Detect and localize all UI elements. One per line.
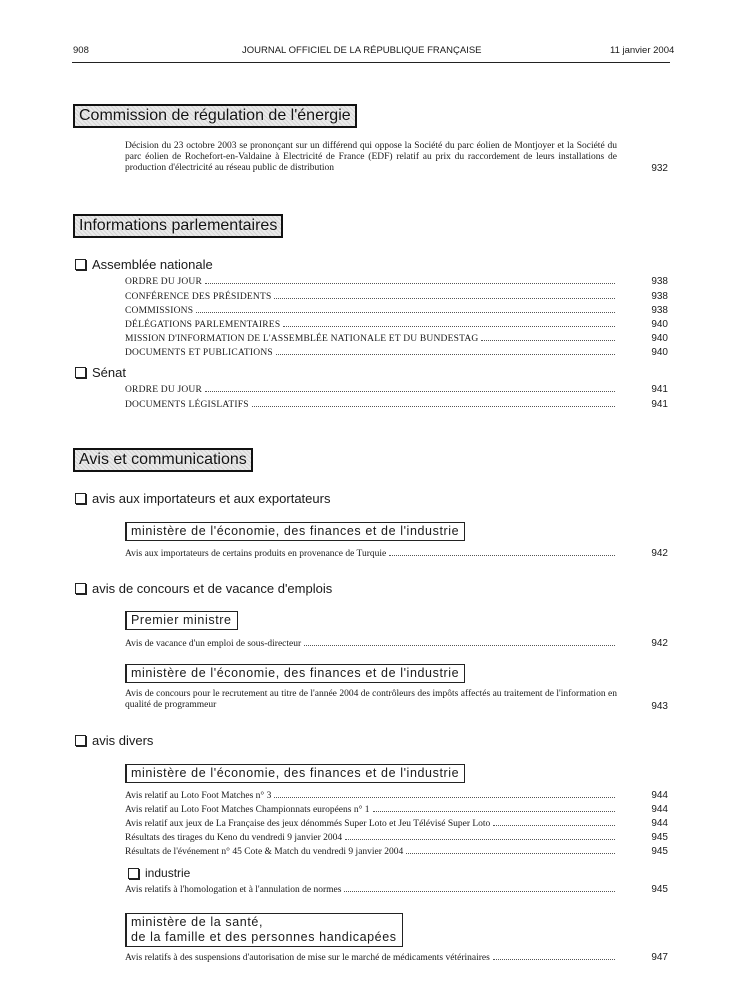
item-page: 938 (651, 305, 668, 316)
item-page: 944 (651, 790, 668, 801)
checkbox-bullet-icon (75, 367, 86, 378)
list-item: Avis relatif aux jeux de La Française des jeux dénommés Super Loto et Jeu Télévisé Super Loto (125, 817, 617, 831)
list-item: Avis aux importateurs de certains produits en provenance de Turquie (125, 547, 617, 561)
ministry-box-economie: ministère de l'économie, des finances et de l'industrie (125, 764, 465, 783)
item-page: 940 (651, 319, 668, 330)
item-page: 941 (651, 384, 668, 395)
list-item: Résultats de l'événement n° 45 Cote & Match du vendredi 9 janvier 2004 (125, 845, 617, 859)
checkbox-bullet-icon (75, 735, 86, 746)
concours-heading: avis de concours et de vacance d'emplois (75, 581, 332, 596)
ministry-box-premier-ministre: Premier ministre (125, 611, 238, 630)
list-item: Avis relatif au Loto Foot Matches n° 3 (125, 789, 617, 803)
assemblee-heading: Assemblée nationale (75, 257, 213, 272)
list-item: Avis de vacance d'un emploi de sous-directeur (125, 637, 617, 651)
list-item: Avis relatifs à l'homologation et à l'annulation de normes (125, 883, 617, 897)
journal-title: JOURNAL OFFICIEL DE LA RÉPUBLIQUE FRANÇAISE (242, 45, 482, 56)
industrie-heading: industrie (128, 866, 190, 880)
checkbox-bullet-icon (128, 868, 139, 879)
ministry-line: ministère de la santé, (131, 915, 264, 929)
checkbox-bullet-icon (75, 583, 86, 594)
section-band-cre: Commission de régulation de l'énergie (73, 104, 357, 128)
list-item: ORDRE DU JOUR (125, 383, 617, 397)
item-page: 945 (651, 846, 668, 857)
ministry-box-sante (125, 913, 403, 947)
item-page: 947 (651, 952, 668, 963)
list-item: Avis relatifs à des suspensions d'autorisation de mise sur le marché de médicaments vétérinaires (125, 951, 617, 965)
item-page: 942 (651, 638, 668, 649)
header-rule (72, 62, 670, 63)
ministry-line: de la famille et des personnes handicapées (131, 930, 397, 944)
cre-decision-text: Décision du 23 octobre 2003 se prononçant sur un différend qui oppose la Société du parc éolien de Montjoyer et la Société du parc éolien de Rochefort-en-Valdaine à Electricité de France (EDF) relatif au prix du raccordement de leurs installations de production d'électricité au réseau public de distribution (125, 141, 617, 173)
item-page: 945 (651, 884, 668, 895)
divers-heading: avis divers (75, 733, 153, 748)
checkbox-bullet-icon (75, 493, 86, 504)
concours-page: 943 (651, 701, 668, 712)
cre-decision-page: 932 (651, 163, 668, 174)
item-page: 941 (651, 399, 668, 410)
item-page: 940 (651, 333, 668, 344)
issue-date: 11 janvier 2004 (610, 45, 675, 56)
list-item: Avis relatif au Loto Foot Matches Championnats européens n° 1 (125, 803, 617, 817)
section-band-avis: Avis et communications (73, 448, 253, 472)
item-page: 945 (651, 832, 668, 843)
list-item: ORDRE DU JOUR (125, 275, 617, 289)
checkbox-bullet-icon (75, 259, 86, 270)
concours-text: Avis de concours pour le recrutement au titre de l'année 2004 de contrôleurs des impôts affectés au traitement de l'information en qualité de programmeur (125, 689, 617, 710)
list-item: DÉLÉGATIONS PARLEMENTAIRES (125, 318, 617, 332)
senat-heading: Sénat (75, 365, 126, 380)
page-number: 908 (73, 45, 89, 56)
list-item: DOCUMENTS LÉGISLATIFS (125, 398, 617, 412)
item-page: 940 (651, 347, 668, 358)
list-item: DOCUMENTS ET PUBLICATIONS (125, 346, 617, 360)
item-page: 938 (651, 276, 668, 287)
section-band-info-parlementaires: Informations parlementaires (73, 214, 283, 238)
list-item: CONFÉRENCE DES PRÉSIDENTS (125, 290, 617, 304)
ministry-box-economie: ministère de l'économie, des finances et de l'industrie (125, 522, 465, 541)
item-page: 942 (651, 548, 668, 559)
list-item: Résultats des tirages du Keno du vendredi 9 janvier 2004 (125, 831, 617, 845)
item-page: 944 (651, 818, 668, 829)
item-page: 938 (651, 291, 668, 302)
importateurs-heading: avis aux importateurs et aux exportateurs (75, 491, 330, 506)
ministry-box-economie: ministère de l'économie, des finances et de l'industrie (125, 664, 465, 683)
list-item: COMMISSIONS (125, 304, 617, 318)
list-item: MISSION D'INFORMATION DE L'ASSEMBLÉE NATIONALE ET DU BUNDESTAG (125, 332, 617, 346)
item-page: 944 (651, 804, 668, 815)
